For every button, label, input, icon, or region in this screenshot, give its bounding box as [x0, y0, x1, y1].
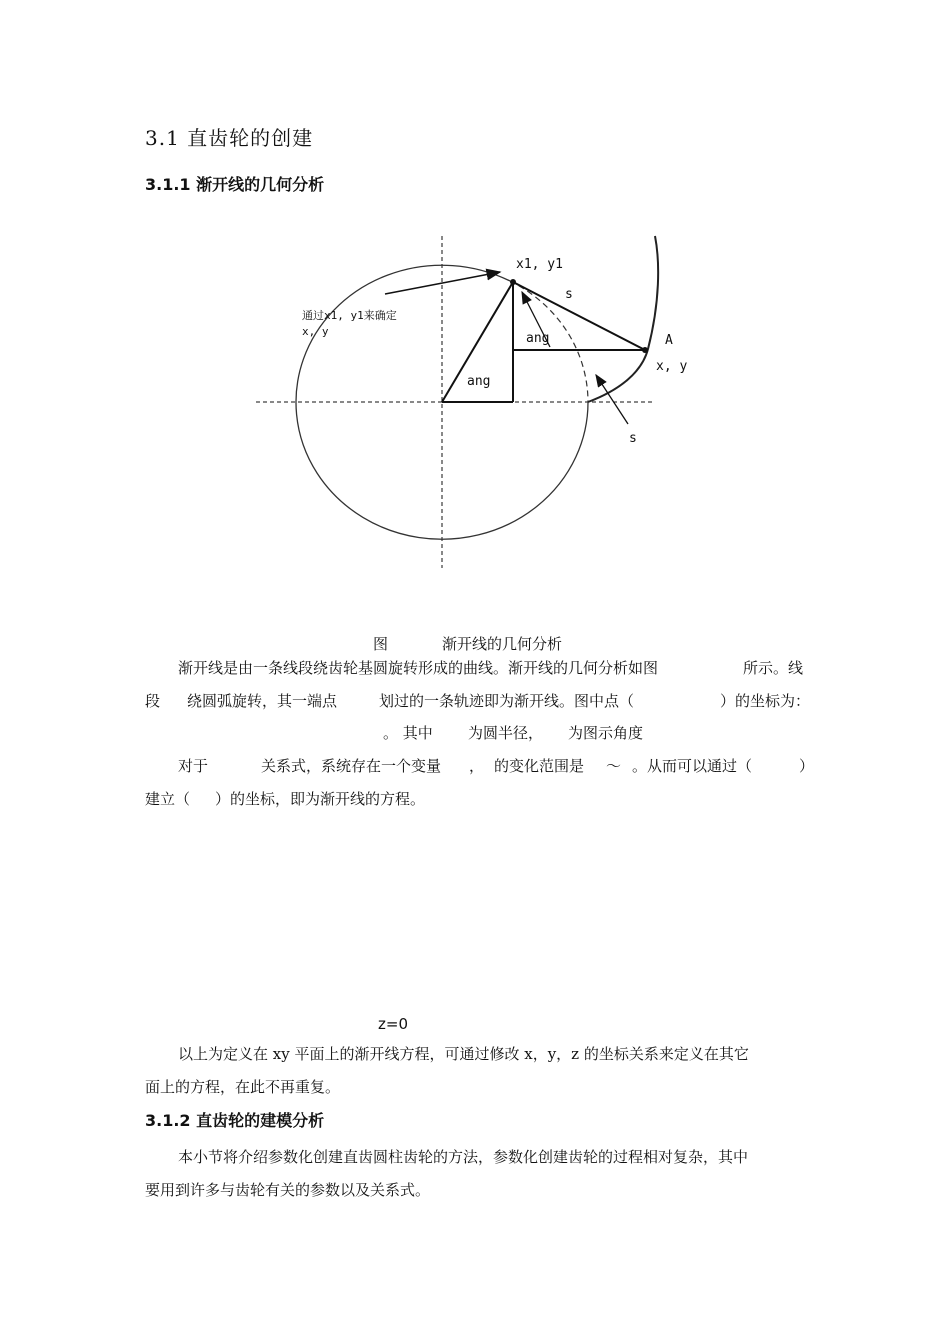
para1-line2c: 划过的一条轨迹即为渐开线。图中点（ [379, 692, 635, 710]
para4-line1: 本小节将介绍参数化创建直齿圆柱齿轮的方法，参数化创建齿轮的过程相对复杂，其中 [178, 1148, 749, 1166]
para2-line1f: 。从而可以通过（ [632, 757, 753, 775]
para1-line1b: 所示。线 [743, 659, 804, 677]
para1-line2a: 段 [145, 692, 161, 710]
figure-caption-prefix: 图 [373, 635, 389, 653]
para1-line3c: 为图示角度 [568, 724, 644, 742]
note-line-2: x, y [302, 325, 329, 338]
para4-line2: 要用到许多与齿轮有关的参数以及关系式。 [145, 1181, 431, 1199]
note-line-1: 通过x1, y1来确定 [302, 309, 397, 322]
label-s-bottom: s [629, 431, 637, 446]
involute-diagram [250, 232, 688, 572]
para1-line2b: 绕圆弧旋转，其一端点 [187, 692, 338, 710]
para2-line1d: 的变化范围是 [494, 757, 585, 775]
para2-line1c: ， [469, 757, 485, 775]
label-ang-lower: ang [467, 374, 491, 389]
involute-curve [588, 236, 658, 402]
subsection-heading-involute: 3.1.1 渐开线的几何分析 [145, 175, 325, 194]
para3-line1: 以上为定义在 xy 平面上的渐开线方程，可通过修改 x，y，z 的坐标关系来定义在其它 [178, 1045, 749, 1063]
para1-line1a: 渐开线是由一条线段绕齿轮基圆旋转形成的曲线。渐开线的几何分析如图 [178, 659, 659, 677]
subsection-heading-modeling: 3.1.2 直齿轮的建模分析 [145, 1111, 325, 1130]
label-xy: x, y [656, 359, 688, 374]
section-heading: 3.1 直齿轮的创建 [145, 126, 314, 150]
figure-caption-title: 渐开线的几何分析 [442, 635, 563, 653]
label-x1y1: x1, y1 [516, 257, 563, 272]
para1-line3a: 。 其中 [383, 724, 433, 742]
para1-line2d: ）的坐标为： [720, 692, 811, 710]
para2-line1g: ） [799, 757, 815, 775]
point-A [642, 347, 648, 353]
para1-line3b: 为圆半径， [468, 724, 544, 742]
note-arrow [385, 272, 500, 294]
para2-line1e: ～ [606, 757, 622, 775]
para2-line2a: 建立（ [145, 790, 191, 808]
para2-line1a: 对于 [178, 757, 209, 775]
label-s-top: s [565, 287, 573, 302]
para2-line2b: ）的坐标，即为渐开线的方程。 [215, 790, 426, 808]
para2-line1b: 关系式，系统存在一个变量 [261, 757, 442, 775]
point-x1y1 [510, 279, 516, 285]
para3-line2: 面上的方程，在此不再重复。 [145, 1078, 341, 1096]
label-ang-upper: ang [526, 331, 550, 346]
label-A: A [665, 333, 673, 348]
equation-z: z=0 [378, 1015, 408, 1033]
